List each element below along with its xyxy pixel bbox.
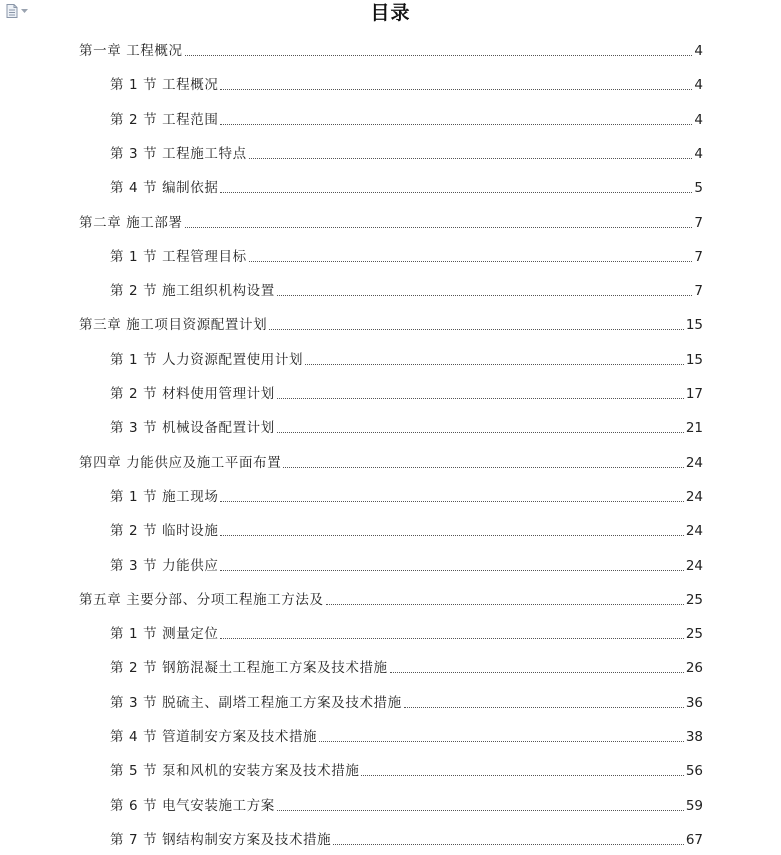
toc-entry-label: 第 4 节 管道制安方案及技术措施 <box>110 729 318 745</box>
toc-entry-label: 第 2 节 材料使用管理计划 <box>110 386 275 402</box>
toc-chapter-entry[interactable] <box>0 453 781 473</box>
toc-entry-label: 第 6 节 电气安装施工方案 <box>110 797 275 814</box>
toc-leader-dots <box>305 364 684 365</box>
toc-section-entry[interactable] <box>0 178 781 198</box>
toc-entry-label: 第四章 力能供应及施工平面布置 <box>79 454 282 471</box>
toc-entry-page-number: 15 <box>685 317 703 334</box>
toc-section-entry[interactable] <box>0 727 781 747</box>
toc-entry-label: 第 3 节 工程施工特点 <box>110 145 247 162</box>
page-title: 目录 <box>370 2 411 24</box>
toc-entry-label: 第 5 节 泵和风机的安装方案及技术措施 <box>110 763 360 780</box>
toc-leader-dots <box>249 261 693 262</box>
toc-entry-label: 第 3 节 力能供应 <box>110 557 219 574</box>
toc-entry-label: 第 1 节 工程概况 <box>110 77 219 94</box>
toc-leader-dots <box>185 55 693 56</box>
toc-section-entry[interactable] <box>0 144 781 164</box>
toc-entry-page-number: 67 <box>685 831 703 848</box>
toc-chapter-entry[interactable] <box>0 213 781 233</box>
toc-entry-label: 第一章 工程概况 <box>79 43 183 59</box>
toc-entry-label: 第 1 节 测量定位 <box>110 626 219 643</box>
toc-section-entry[interactable] <box>0 830 781 850</box>
toc-section-entry[interactable] <box>0 110 781 130</box>
toc-entry-label: 第三章 施工项目资源配置计划 <box>79 317 268 334</box>
toc-section-entry[interactable] <box>0 75 781 95</box>
toc-entry-page-number: 24 <box>685 488 703 505</box>
toc-leader-dots <box>220 535 683 536</box>
toc-entry-label: 第 2 节 钢筋混凝土工程施工方案及技术措施 <box>110 660 388 677</box>
toc-entry-page-number: 26 <box>685 660 703 677</box>
toc-leader-dots <box>319 741 684 742</box>
toc-leader-dots <box>333 844 684 845</box>
toc-leader-dots <box>220 638 683 639</box>
toc-entry-label: 第二章 施工部署 <box>79 214 183 231</box>
toc-section-entry[interactable] <box>0 796 781 816</box>
toc-entry-page-number: 15 <box>685 351 703 368</box>
toc-entry-page-number: 25 <box>685 591 703 608</box>
toc-entry-label: 第 1 节 工程管理目标 <box>110 248 247 265</box>
toc-entry-page-number: 7 <box>694 214 703 231</box>
toc-entry-label: 第 3 节 机械设备配置计划 <box>110 420 275 437</box>
toc-entry-page-number: 38 <box>685 729 703 745</box>
toc-entry-label: 第 1 节 人力资源配置使用计划 <box>110 351 304 368</box>
toc-entry-page-number: 4 <box>694 43 703 59</box>
toc-entry-page-number: 56 <box>685 763 703 780</box>
toc-entry-page-number: 17 <box>685 386 703 402</box>
toc-chapter-entry[interactable] <box>0 41 781 61</box>
toc-entry-page-number: 24 <box>685 557 703 574</box>
toc-leader-dots <box>277 398 684 399</box>
toc-leader-dots <box>361 775 683 776</box>
toc-chapter-entry[interactable] <box>0 315 781 335</box>
toc-leader-dots <box>185 227 693 228</box>
toc-entry-label: 第 2 节 施工组织机构设置 <box>110 283 275 300</box>
toc-section-entry[interactable] <box>0 281 781 301</box>
toc-section-entry[interactable] <box>0 350 781 370</box>
toc-section-entry[interactable] <box>0 487 781 507</box>
toc-leader-dots <box>390 672 684 673</box>
toc-leader-dots <box>404 707 684 708</box>
toc-leader-dots <box>220 501 683 502</box>
toc-entry-label: 第五章 主要分部、分项工程施工方法及 <box>79 591 324 608</box>
toc-section-entry[interactable] <box>0 384 781 404</box>
toc-section-entry[interactable] <box>0 693 781 713</box>
toc-section-entry[interactable] <box>0 247 781 267</box>
toc-leader-dots <box>277 810 684 811</box>
toc-leader-dots <box>220 570 683 571</box>
toc-leader-dots <box>220 89 692 90</box>
toc-leader-dots <box>326 604 684 605</box>
toc-section-entry[interactable] <box>0 521 781 541</box>
toc-entry-label: 第 2 节 临时设施 <box>110 523 219 540</box>
toc-entry-page-number: 59 <box>685 797 703 814</box>
toc-leader-dots <box>220 124 692 125</box>
toc-entry-page-number: 25 <box>685 626 703 643</box>
toc-entry-label: 第 1 节 施工现场 <box>110 488 219 505</box>
toc-entry-page-number: 7 <box>694 248 703 265</box>
toc-entry-page-number: 5 <box>694 180 703 197</box>
toc-section-entry[interactable] <box>0 658 781 678</box>
toc-entry-page-number: 4 <box>694 145 703 162</box>
toc-leader-dots <box>249 158 693 159</box>
toc-entry-page-number: 24 <box>685 454 703 471</box>
toc-leader-dots <box>220 192 692 193</box>
toc-entry-page-number: 24 <box>685 523 703 540</box>
toc-entry-page-number: 36 <box>685 694 703 711</box>
toc-entry-page-number: 7 <box>694 283 703 300</box>
toc-leader-dots <box>269 329 684 330</box>
toc-entry-label: 第 4 节 编制依据 <box>110 180 219 197</box>
toc-entry-label: 第 7 节 钢结构制安方案及技术措施 <box>110 831 332 848</box>
toc-entry-label: 第 2 节 工程范围 <box>110 111 219 128</box>
toc-section-entry[interactable] <box>0 624 781 644</box>
toc-leader-dots <box>283 467 684 468</box>
toc-section-entry[interactable] <box>0 761 781 781</box>
toc-chapter-entry[interactable] <box>0 590 781 610</box>
toc-entry-label: 第 3 节 脱硫主、副塔工程施工方案及技术措施 <box>110 694 402 711</box>
toc-entry-page-number: 21 <box>685 420 703 437</box>
toc-section-entry[interactable] <box>0 418 781 438</box>
toc-leader-dots <box>277 432 684 433</box>
toc-section-entry[interactable] <box>0 556 781 576</box>
toc-leader-dots <box>277 295 693 296</box>
toc-entry-page-number: 4 <box>694 77 703 94</box>
toc-entry-page-number: 4 <box>694 111 703 128</box>
